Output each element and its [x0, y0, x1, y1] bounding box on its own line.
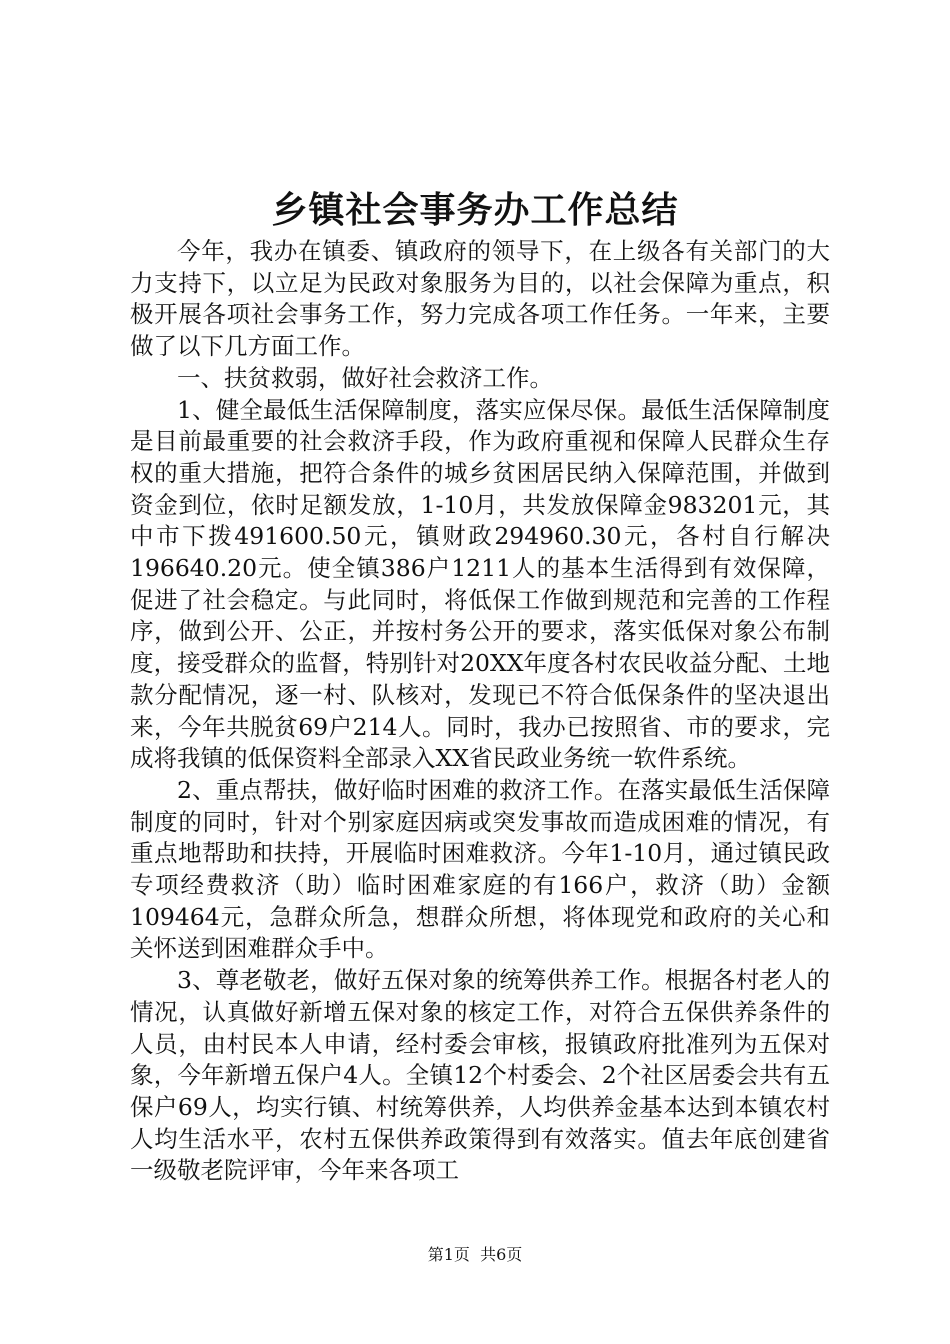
paragraph-item-1: 1、健全最低生活保障制度，落实应保尽保。最低生活保障制度是目前最重要的社会救济手段，作为政府重视和保障人民群众生存权的重大措施，把符合条件的城乡贫困居民纳入保障范围，并做到资金到位，依时足额发放，1-10月，共发放保障金983201元，其中市下拨491600.50元，镇财政294960.30元，各村自行解决196640.20元。使全镇386户1211人的基本生活得到有效保障，促进了社会稳定。与此同时，将低保工作做到规范和完善的工作程序，做到公开、公正，并按村务公开的要求，落实低保对象公布制度，接受群众的监督，特别针对20XX年度各村农民收益分配、土地款分配情况，逐一村、队核对，发现已不符合低保条件的坚决退出来，今年共脱贫69户214人。同时，我办已按照省、市的要求，完成将我镇的低保资料全部录入XX省民政业务统一软件系统。 — [130, 395, 830, 773]
document-title: 乡镇社会事务办工作总结 — [271, 189, 679, 231]
page-footer — [0, 1245, 950, 1265]
paragraph-section-heading: 一、扶贫救弱，做好社会救济工作。 — [177, 363, 553, 392]
paragraph-item-3: 3、尊老敬老，做好五保对象的统筹供养工作。根据各村老人的情况，认真做好新增五保对象的核定工作，对符合五保供养条件的人员，由村民本人申请，经村委会审核，报镇政府批准列为五保对象，今年新增五保户4人。全镇12个村委会、2个社区居委会共有五保户69人，均实行镇、村统筹供养，人均供养金基本达到本镇农村人均生活水平，农村五保供养政策得到有效落实。值去年底创建省一级敬老院评审，今年来各项工 — [130, 966, 830, 1185]
paragraph-intro: 今年，我办在镇委、镇政府的领导下，在上级各有关部门的大力支持下，以立足为民政对象服务为目的，以社会保障为重点，积极开展各项社会事务工作，努力完成各项工作任务。一年来，主要做了以下几方面工作。 — [130, 237, 830, 361]
paragraph-item-2: 2、重点帮扶，做好临时困难的救济工作。在落实最低生活保障制度的同时，针对个别家庭因病或突发事故而造成困难的情况，有重点地帮助和扶持，开展临时困难救济。今年1-10月，通过镇民政专项经费救济（助）临时困难家庭的有166户，救济（助）金额109464元，急群众所急，想群众所想，将体现党和政府的关心和关怀送到困难群众手中。 — [130, 775, 830, 963]
footer-spacer — [470, 1245, 480, 1264]
document-body — [130, 236, 830, 1187]
page-total: 共6页 — [480, 1245, 523, 1264]
page-number: 第1页 — [427, 1245, 470, 1264]
